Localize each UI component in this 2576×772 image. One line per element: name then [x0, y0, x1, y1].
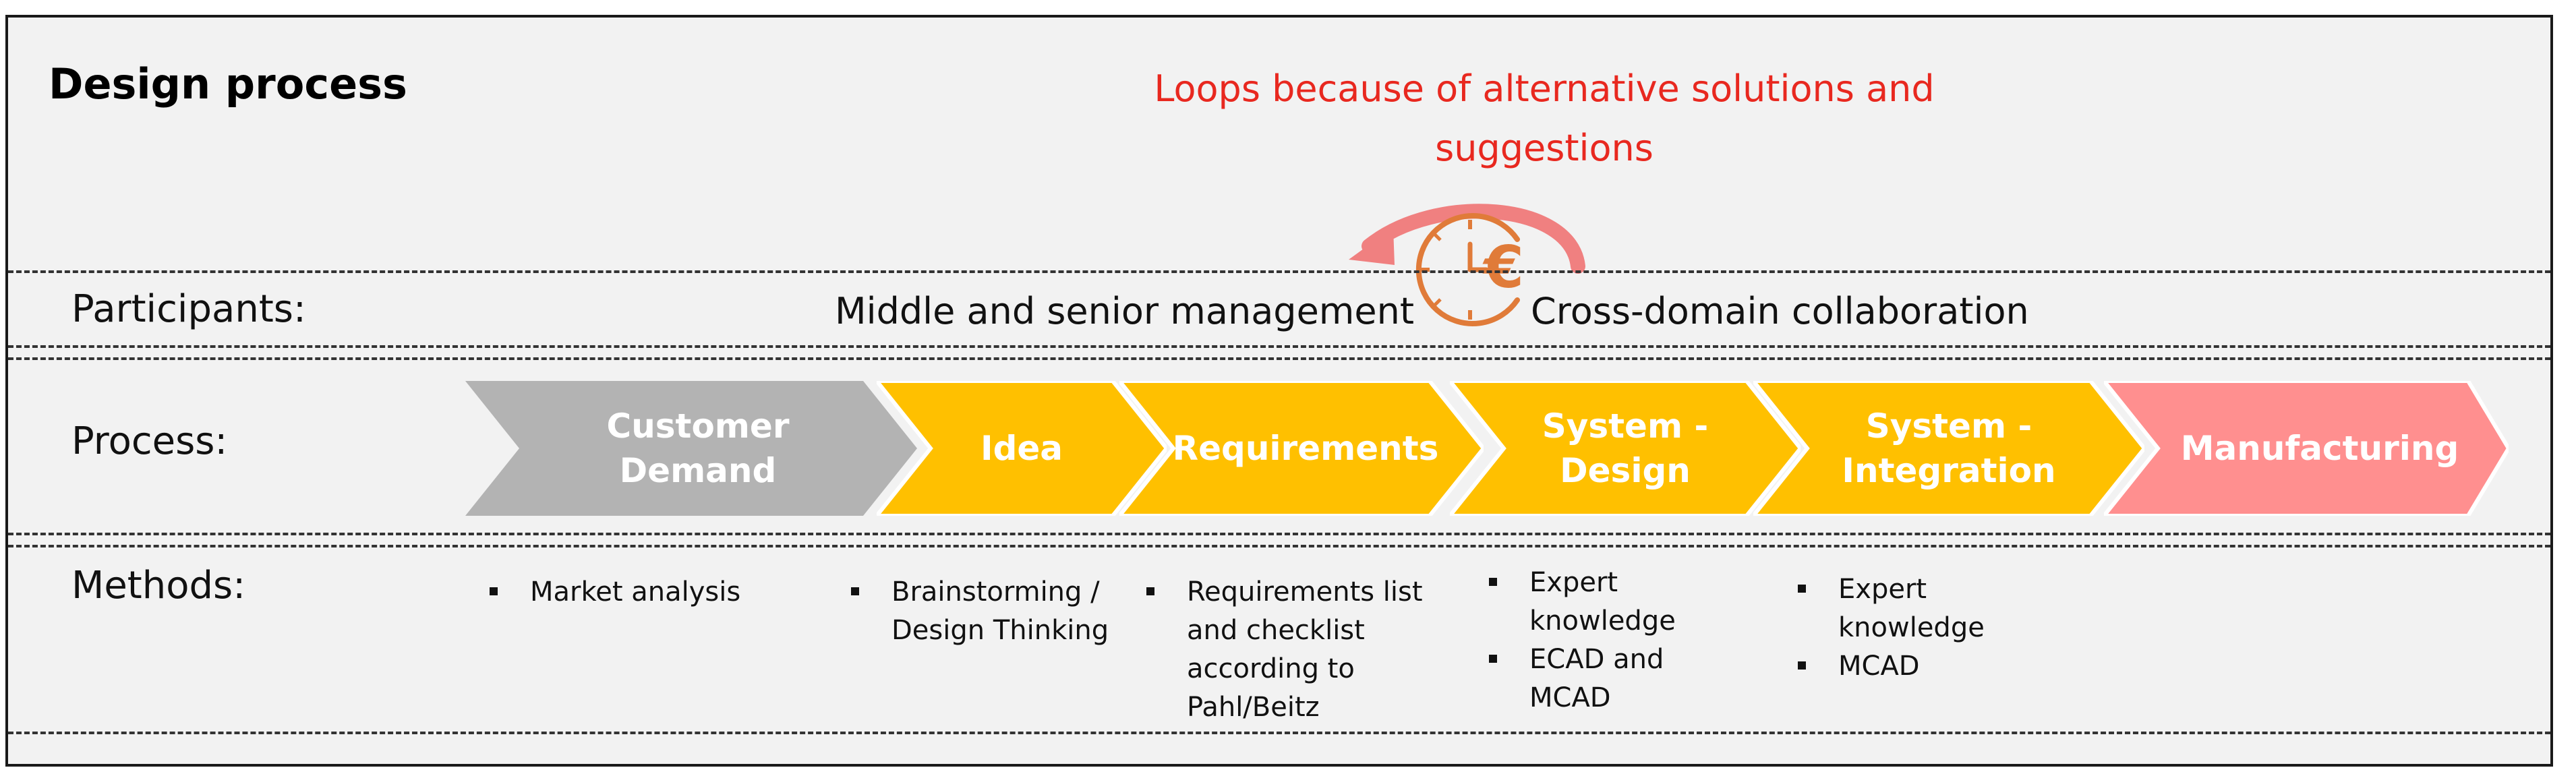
divider-line	[8, 345, 2550, 348]
methods-requirements	[1140, 573, 1436, 727]
method-item: Market analysis	[483, 573, 766, 612]
method-item: Brainstorming / Design Thinking	[844, 573, 1134, 650]
loop-note: Loops because of alternative solutions and suggestions	[1154, 67, 1935, 169]
participants-left: Middle and senior management	[835, 290, 1415, 332]
stage-system-design	[1450, 381, 1801, 516]
divider-line	[8, 533, 2550, 535]
method-item: Expert knowledge	[1482, 564, 1711, 641]
stage-customer-demand	[465, 381, 917, 516]
svg-text:€: €	[1484, 234, 1524, 301]
stage-label: System - Design	[1542, 407, 1709, 490]
divider-line	[8, 357, 2550, 360]
method-item: MCAD	[1791, 647, 2020, 686]
row-label-participants: Participants:	[71, 287, 306, 331]
methods-system-design	[1482, 564, 1711, 717]
divider-line	[8, 732, 2550, 734]
row-label-methods: Methods:	[71, 564, 246, 607]
stage-label: Customer Demand	[606, 407, 790, 490]
methods-customer-demand	[483, 573, 766, 612]
stage-label: Manufacturing	[2180, 429, 2459, 468]
methods-idea	[844, 573, 1134, 650]
method-item: Expert knowledge	[1791, 570, 2020, 647]
stage-requirements	[1119, 381, 1484, 516]
diagram-title: Design process	[49, 59, 407, 109]
row-label-process: Process:	[71, 419, 228, 463]
stage-label: System - Integration	[1842, 407, 2056, 490]
stage-label: Idea	[980, 429, 1063, 468]
clock-euro-icon	[1403, 202, 1538, 337]
participants-right: Cross-domain collaboration	[1531, 290, 2029, 332]
method-item: ECAD and MCAD	[1482, 641, 1711, 717]
divider-line	[8, 545, 2550, 547]
stage-system-integration	[1753, 381, 2144, 516]
stage-label: Requirements	[1172, 429, 1439, 468]
stage-manufacturing	[2104, 381, 2509, 516]
method-item: Requirements list and checklist according to Pahl/Beitz	[1140, 573, 1436, 727]
methods-system-integration	[1791, 570, 2020, 686]
divider-line	[8, 270, 2550, 273]
